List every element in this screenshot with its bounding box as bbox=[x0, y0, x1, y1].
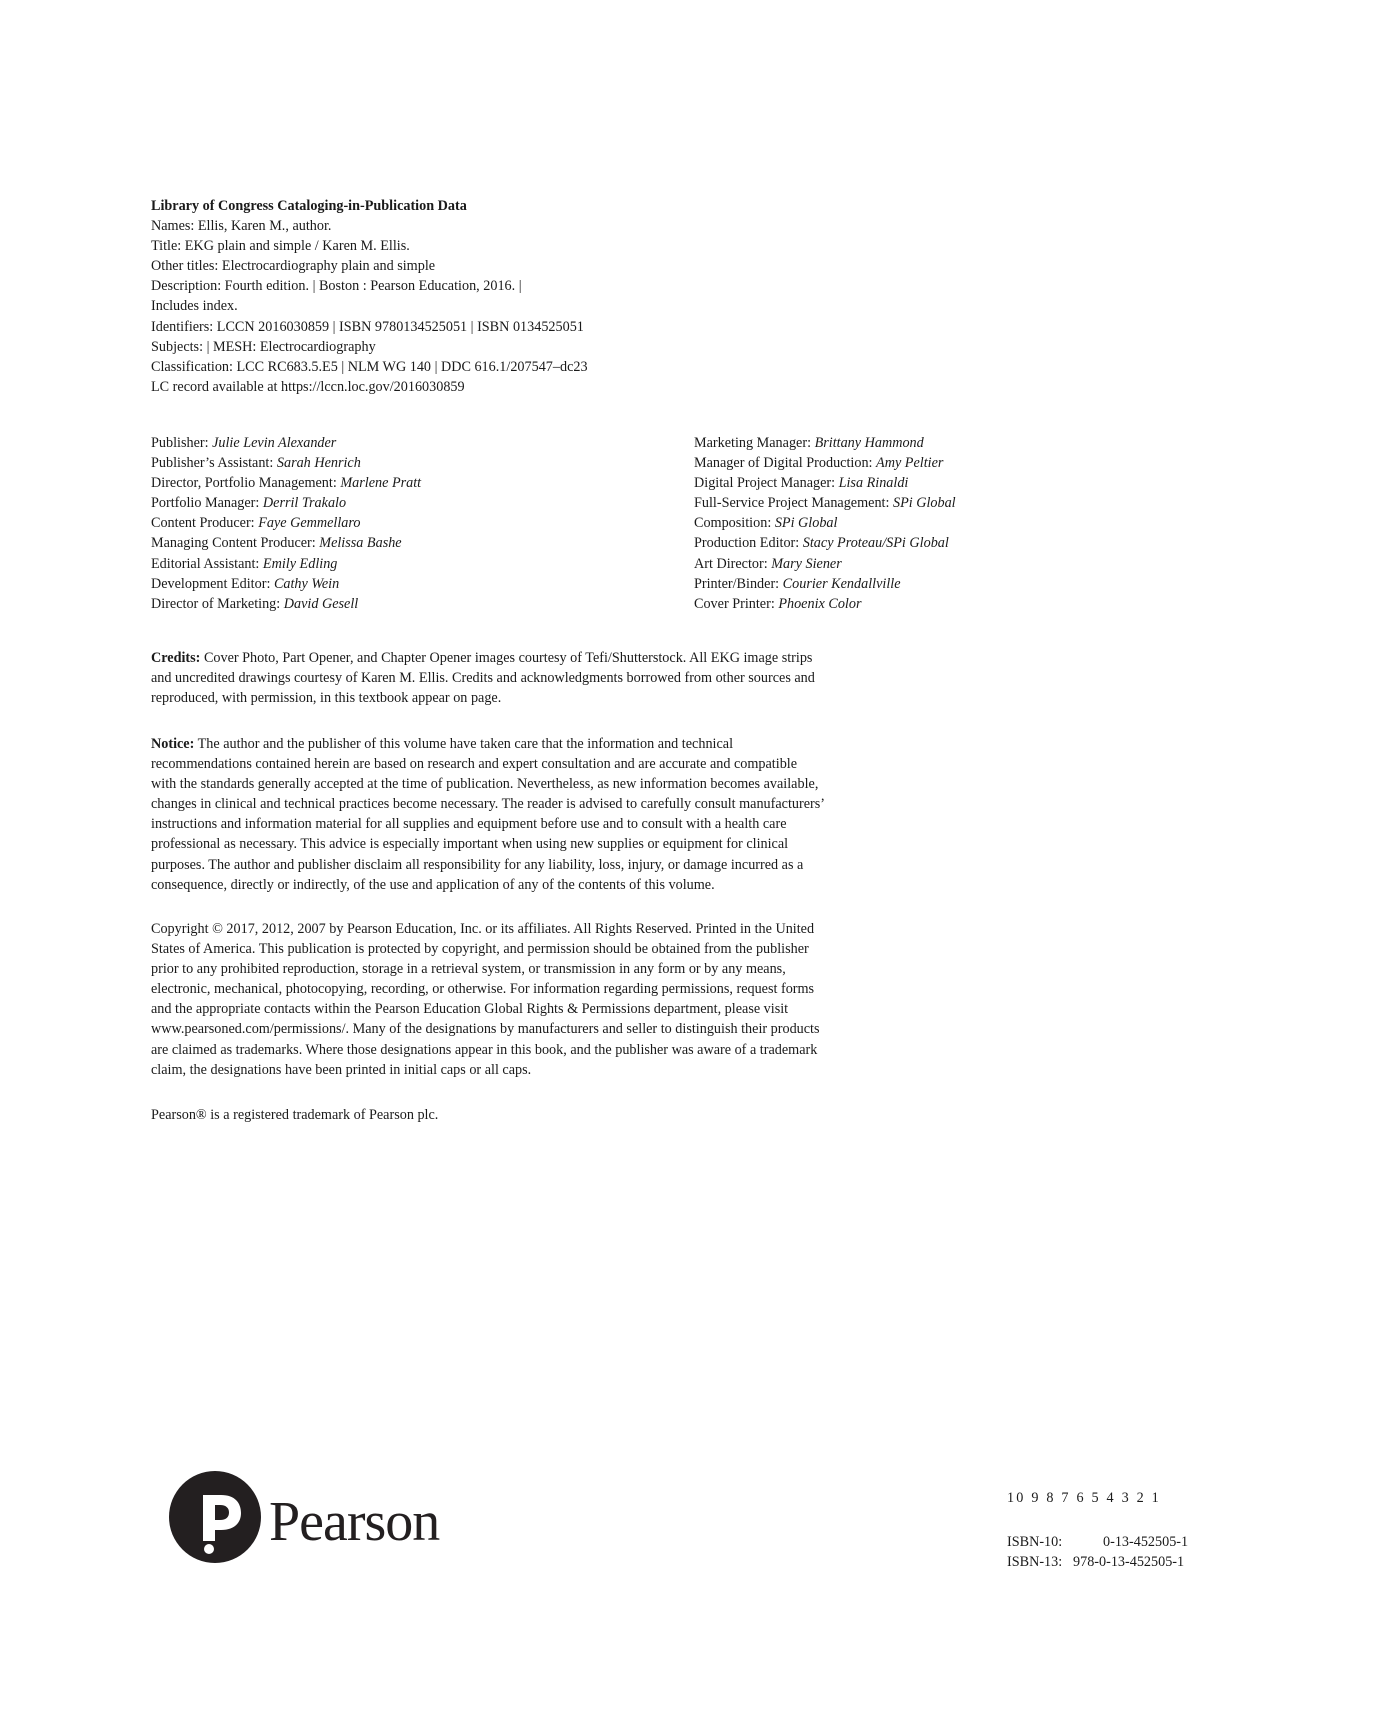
notice-line: instructions and information material for all supplies and equipment before use and to consult with a health care bbox=[151, 816, 787, 833]
staff-role: Publisher’s Assistant: bbox=[151, 455, 277, 472]
staff-name: Brittany Hammond bbox=[814, 435, 924, 451]
credits-line: Credits: Cover Photo, Part Opener, and Chapter Opener images courtesy of Tefi/Shutterstock. All EKG image strips bbox=[151, 650, 813, 666]
credits-line: reproduced, with permission, in this textbook appear on page. bbox=[151, 690, 502, 707]
staff-name: Phoenix Color bbox=[778, 595, 862, 612]
staff-name: Lisa Rinaldi bbox=[838, 475, 909, 492]
isbn-13-label: ISBN-13: bbox=[1007, 1554, 1063, 1571]
copyright-line: prior to any prohibited reproduction, storage in a retrieval system, or transmission in any form or by any means, bbox=[151, 961, 786, 978]
notice-line: purposes. The author and publisher disclaim all responsibility for any liability, loss, injury, or damage incurred as a bbox=[151, 856, 804, 873]
isbn-10-value: 0-13-452505-1 bbox=[1103, 1534, 1189, 1550]
print-line: 10 9 8 7 6 5 4 3 2 1 bbox=[1007, 1490, 1161, 1506]
copyright-line: States of America. This publication is protected by copyright, and permission should be obtained from the publisher bbox=[151, 941, 809, 958]
isbn-10-row bbox=[1007, 1532, 1188, 1552]
staff-name: Mary Siener bbox=[771, 555, 842, 572]
staff-name: Amy Peltier bbox=[876, 455, 944, 472]
staff-role: Cover Printer: bbox=[694, 595, 779, 612]
isbn-13-value: 978-0-13-452505-1 bbox=[1073, 1554, 1185, 1571]
staff-name: Derril Trakalo bbox=[262, 495, 347, 512]
notice-paragraph bbox=[151, 734, 931, 895]
staff-role: Full-Service Project Management: bbox=[694, 495, 893, 512]
staff-role: Portfolio Manager: bbox=[151, 495, 263, 512]
staff-credit bbox=[694, 574, 956, 594]
staff-role: Marketing Manager: bbox=[694, 435, 815, 451]
cip-line: Other titles: Electrocardiography plain and simple bbox=[151, 258, 436, 275]
staff-name: Sarah Henrich bbox=[276, 455, 361, 472]
cip-line: Identifiers: LCCN 2016030859 | ISBN 9780134525051 | ISBN 0134525051 bbox=[151, 318, 584, 335]
trademark-line: Pearson® is a registered trademark of Pearson plc. bbox=[151, 1107, 439, 1123]
staff-role: Printer/Binder: bbox=[694, 575, 783, 592]
staff-credit bbox=[151, 453, 421, 473]
pearson-logo bbox=[165, 1467, 495, 1567]
staff-name: SPi Global bbox=[774, 515, 838, 532]
staff-credit bbox=[151, 473, 421, 493]
staff-role: Content Producer: bbox=[151, 515, 259, 532]
staff-credit bbox=[694, 473, 956, 493]
staff-credit bbox=[694, 594, 956, 614]
cip-line: Title: EKG plain and simple / Karen M. Ellis. bbox=[151, 238, 410, 255]
staff-name: SPi Global bbox=[892, 495, 956, 512]
credits-line: and uncredited drawings courtesy of Karen M. Ellis. Credits and acknowledgments borrowed from other sources and bbox=[151, 670, 815, 687]
copyright-line: and the appropriate contacts within the Pearson Education Global Rights & Permissions department, please visit bbox=[151, 1001, 789, 1018]
staff-name: Cathy Wein bbox=[273, 575, 340, 592]
staff-role: Director of Marketing: bbox=[151, 595, 284, 612]
notice-line: recommendations contained herein are based on research and expert consultation and are accurate and compatible bbox=[151, 756, 798, 773]
credits-paragraph bbox=[151, 648, 931, 708]
staff-credit bbox=[151, 594, 421, 614]
staff-role: Manager of Digital Production: bbox=[694, 455, 877, 472]
notice-line: with the standards generally accepted at the time of publication. Nevertheless, as new information becomes available, bbox=[151, 776, 819, 793]
notice-line: Notice: The author and the publisher of this volume have taken care that the information and technical bbox=[151, 736, 734, 752]
staff-credit bbox=[151, 493, 421, 513]
staff-credit bbox=[151, 554, 421, 574]
staff-name: Faye Gemmellaro bbox=[258, 515, 361, 532]
cip-data-block bbox=[151, 196, 911, 397]
staff-name: Emily Edling bbox=[262, 555, 338, 572]
staff-credit bbox=[694, 433, 956, 453]
copyright-paragraph bbox=[151, 919, 931, 1080]
cip-line: Includes index. bbox=[151, 298, 238, 315]
staff-name: Marlene Pratt bbox=[340, 475, 422, 492]
cip-heading: Library of Congress Cataloging-in-Publication Data bbox=[151, 198, 467, 214]
staff-name: Julie Levin Alexander bbox=[212, 435, 337, 451]
cip-line: LC record available at https://lccn.loc.gov/2016030859 bbox=[151, 378, 465, 395]
staff-credit bbox=[151, 433, 421, 453]
copyright-line: are claimed as trademarks. Where those designations appear in this book, and the publisher was aware of a trademark bbox=[151, 1041, 818, 1058]
isbn-block bbox=[1007, 1532, 1188, 1572]
staff-credit bbox=[694, 533, 956, 553]
staff-credit bbox=[694, 513, 956, 533]
notice-label: Notice: bbox=[151, 736, 195, 752]
copyright-line: Copyright © 2017, 2012, 2007 by Pearson Education, Inc. or its affiliates. All Rights Reserved. Printed in the United bbox=[151, 921, 815, 937]
cip-line: Classification: LCC RC683.5.E5 | NLM WG 140 | DDC 616.1/207547–dc23 bbox=[151, 358, 588, 375]
staff-role: Managing Content Producer: bbox=[151, 535, 320, 552]
staff-credit bbox=[151, 574, 421, 594]
staff-role: Production Editor: bbox=[694, 535, 803, 552]
cip-line: Names: Ellis, Karen M., author. bbox=[151, 218, 332, 235]
credits-label: Credits: bbox=[151, 650, 201, 666]
staff-role: Composition: bbox=[694, 515, 775, 532]
staff-role: Editorial Assistant: bbox=[151, 555, 263, 572]
staff-list-right bbox=[694, 433, 956, 614]
cip-line: Subjects: | MESH: Electrocardiography bbox=[151, 338, 376, 355]
staff-list-left bbox=[151, 433, 421, 614]
staff-role: Digital Project Manager: bbox=[694, 475, 839, 492]
staff-name: Melissa Bashe bbox=[319, 535, 402, 552]
staff-role: Director, Portfolio Management: bbox=[151, 475, 341, 492]
notice-line: changes in clinical and technical practices become necessary. The reader is advised to carefully consult manufacturers’ bbox=[151, 796, 825, 813]
trademark-notice bbox=[151, 1105, 931, 1125]
copyright-line: claim, the designations have been printed in initial caps or all caps. bbox=[151, 1061, 532, 1078]
staff-credit bbox=[151, 533, 421, 553]
isbn-10-label: ISBN-10: bbox=[1007, 1534, 1063, 1550]
copyright-line: electronic, mechanical, photocopying, recording, or otherwise. For information regarding permissions, request forms bbox=[151, 981, 815, 998]
notice-line: consequence, directly or indirectly, of the use and application of any of the contents of this volume. bbox=[151, 876, 715, 893]
staff-credit bbox=[151, 513, 421, 533]
staff-credit bbox=[694, 453, 956, 473]
notice-line: professional as necessary. This advice is especially important when using new supplies or equipment for clinical bbox=[151, 836, 789, 853]
staff-credit bbox=[694, 493, 956, 513]
staff-role: Publisher: bbox=[151, 435, 213, 451]
staff-credit bbox=[694, 554, 956, 574]
staff-role: Art Director: bbox=[694, 555, 772, 572]
pearson-wordmark: Pearson bbox=[269, 1491, 440, 1553]
staff-name: David Gesell bbox=[283, 595, 359, 612]
cip-line: Description: Fourth edition. | Boston : Pearson Education, 2016. | bbox=[151, 278, 522, 295]
copyright-line: www.pearsoned.com/permissions/. Many of the designations by manufacturers and seller to distinguish their products bbox=[151, 1021, 820, 1038]
staff-role: Development Editor: bbox=[151, 575, 274, 592]
pearson-p-dot bbox=[204, 1544, 214, 1554]
staff-name: Stacy Proteau/SPi Global bbox=[802, 535, 949, 552]
isbn-13-row bbox=[1007, 1552, 1188, 1572]
staff-name: Courier Kendallville bbox=[782, 575, 901, 592]
